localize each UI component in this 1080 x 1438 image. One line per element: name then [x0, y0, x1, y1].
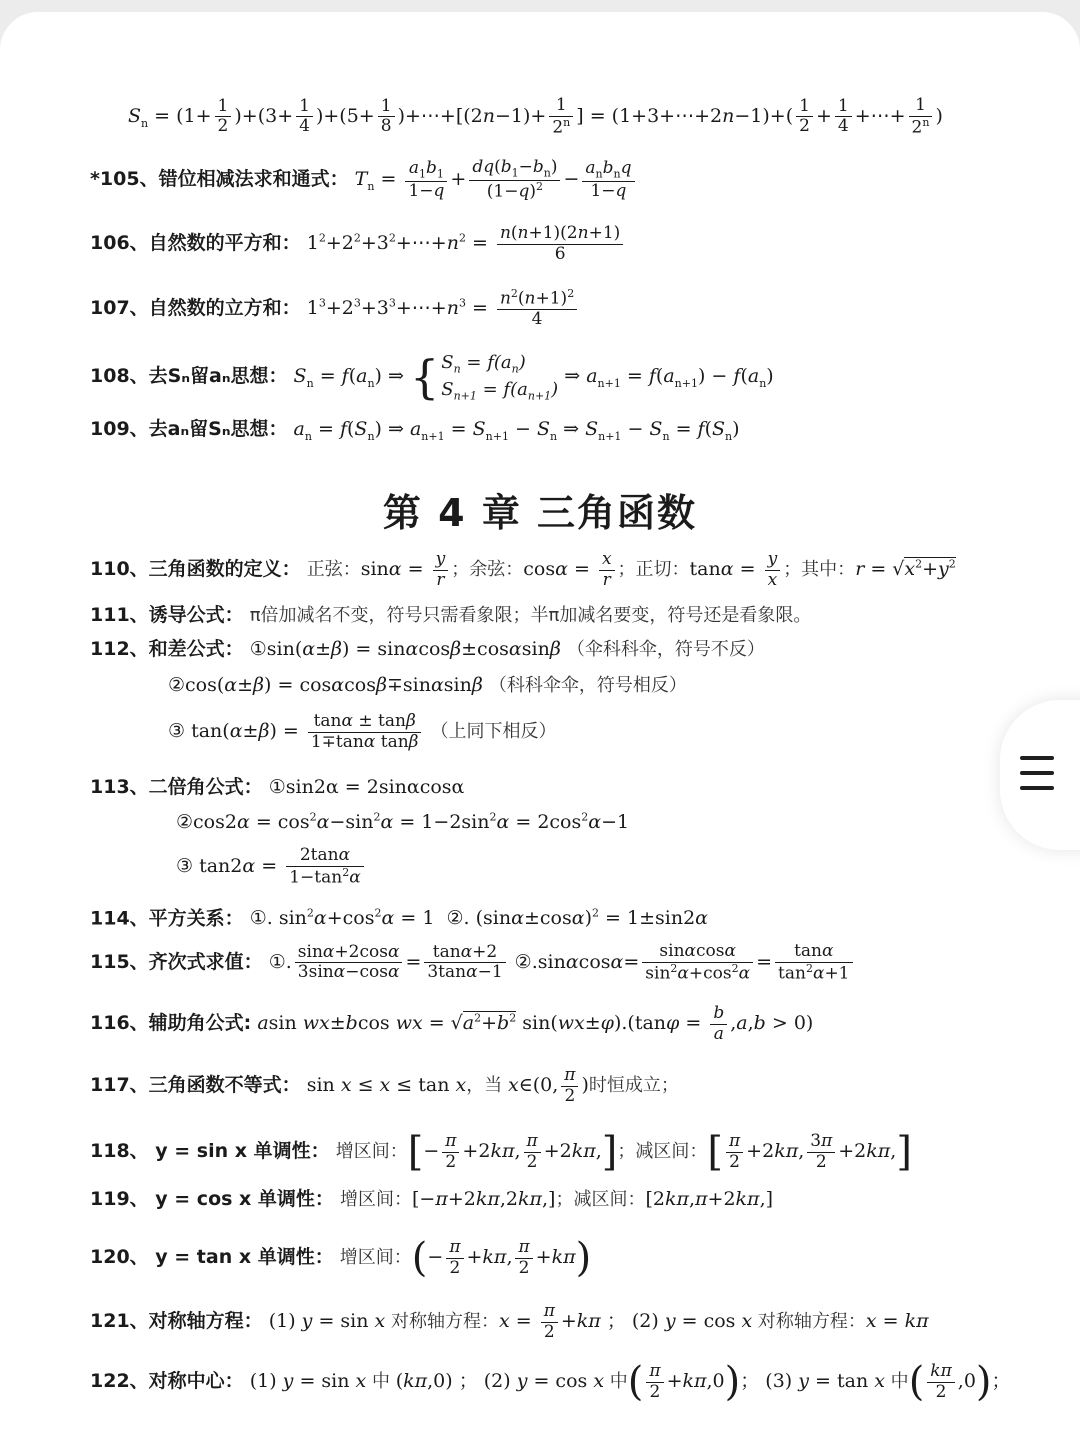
item-113-2: ②cos2α = $\cos^2\alpha-\sin^2\alpha = 1-2\sin^2\alpha = 2\cos^2\alpha-1$ [176, 811, 630, 834]
item-113-3: ③ tan2α = $\frac{2\tan\alpha}{1-\tan^2\alpha}$ [176, 846, 1080, 888]
item-label: *105、错位相减法求和通式： [90, 168, 349, 191]
item-122: 122、对称中心： (1) y = sin x 中 (kπ,0) ； (2) y = cos x 中( $\frac{\pi}{2}$ +kπ,0)； (3) y = tan x 中( $\frac{k\pi}{2}$ ,0)； [90, 1359, 1011, 1406]
formula-sn: $S_n = (1+$ $\frac{1}{2}$ )+(3+ $\frac{1}{4}$ )+(5+ $\frac{1}{8}$ )+⋯+[(2n−1)+ $\frac{1}{2^n}$ ] = (1+3+⋯+2n−1)+( $\frac{1}{2}$ + $\frac{1}{4}$ +⋯+ $\frac{1}{2^n}$ ) [128, 95, 943, 138]
item-120: 120、 y = tan x 单调性： 增区间：(− $\frac{\pi}{2}$ +kπ, $\frac{\pi}{2}$ +kπ) [90, 1235, 592, 1282]
note: （科科伞伞，符号相反） [488, 675, 687, 696]
document-page [0, 12, 1080, 1438]
item-label: 115、齐次式求值： [90, 950, 263, 973]
item-119: 119、 y = cos x 单调性： 增区间：[−π+2kπ,2kπ,]；减区间：[2kπ,π+2kπ,] [90, 1188, 774, 1210]
note: （上同下相反） [430, 721, 557, 743]
item-label: 114、平方关系： [90, 907, 244, 930]
item-label: 107、自然数的立方和： [90, 296, 301, 319]
note: （伞科科伞，符号不反） [566, 639, 765, 660]
item-112-3: ③ tan(α±β) = $\frac{\tan\alpha \pm \tan\beta}{\text{1∓tanα tanβ}}$ （上同下相反） [168, 711, 557, 752]
item-label: 113、二倍角公式： [90, 776, 263, 798]
item-106: 106、自然数的平方和： $1^2+2^2+3^2+\cdots+n^2$ = $\frac{n(n+1)(2n+1)}{6}$ [90, 224, 1080, 264]
item-115: 115、齐次式求值： ①. $\frac{\sin\alpha+2\cos\alpha}{3\sin\alpha-\cos\alpha}$ = $\frac{\tan\alpha+2}{3\tan\alpha-1}$ ②.sinαcosα= $\frac{\sin\alpha\cos\alpha}{\sin^2\alpha+\cos^2\alpha}$ = $\frac{\tan\alpha}{\tan^2\alpha+1}$ [90, 942, 1080, 984]
item-label: 116、辅助角公式: [90, 1012, 252, 1035]
item-label: 106、自然数的平方和： [90, 232, 301, 255]
item-label: 120、 y = tan x 单调性： [90, 1246, 334, 1269]
item-label: 108、去Sₙ留aₙ思想： [90, 364, 288, 387]
item-label: 119、 y = cos x 单调性： [90, 1188, 334, 1210]
item-label: 110、三角函数的定义： [90, 558, 301, 581]
item-label: 117、三角函数不等式： [90, 1074, 301, 1097]
item-107: 107、自然数的立方和： $1^3+2^3+3^3+\cdots+n^3$ = $\frac{n^2(n+1)^2}{4}$ [90, 288, 1080, 330]
item-text: π倍加减名不变，符号只需看象限；半π加减名要变，符号还是看象限。 [249, 605, 812, 626]
item-label: 112、和差公式： [90, 638, 244, 660]
item-112: 112、和差公式： ①sin(α±β) = sinαcosβ±cosαsinβ （伞科科伞，符号不反） [90, 638, 765, 660]
item-label: 118、 y = sin x 单调性： [90, 1140, 330, 1163]
item-109: 109、去aₙ留Sₙ思想： $a_n = f(S_n)$ ⇒ $a_{n+1} = S_{n+1} - S_n$ ⇒ $S_{n+1} - S_n = f(S_n)$ [90, 418, 740, 443]
item-105: *105、错位相减法求和通式： $T_n$ = $\frac{a_1b_1}{1-q}$ + $\frac{dq(b_1-b_n)}{(1-q)^2}$ − $\frac{a_nb_nq}{1-q}$ [90, 158, 1080, 202]
item-116: 116、辅助角公式: asin wx±bcos wx = $√a^2+b^2$ sin(wx±φ).(tanφ = $\frac{b}{a}$ ,a,b > 0) [90, 1003, 814, 1044]
item-114: 114、平方关系： ①. $\sin^2\alpha+\cos^2\alpha = 1$ ②. $(\sin\alpha\pm\cos\alpha)^2 = 1\pm\sin 2\alpha$ [90, 907, 709, 930]
item-117: 117、三角函数不等式： sin x ≤ x ≤ tan x，当 x∈(0, $\frac{\pi}{2}$ )时恒成立； [90, 1065, 679, 1106]
item-118: 118、 y = sin x 单调性： 增区间：[− $\frac{\pi}{2}$ +2kπ, $\frac{\pi}{2}$ +2kπ,]；减区间：[ $\frac{\pi}{2}$ +2kπ, $\frac{3\pi}{2}$ +2kπ,] [90, 1129, 912, 1176]
item-label: 122、对称中心： [90, 1370, 244, 1393]
chapter-title: 第 4 章 三角函数 [382, 491, 698, 535]
item-110: 110、三角函数的定义： 正弦：sinα = $\frac{y}{r}$ ；余弦：cosα = $\frac{x}{r}$ ；正切：tanα = $\frac{y}{x}$ ；其中：$r = √x^2+y^2$ [90, 549, 956, 590]
item-108: 108、去Sₙ留aₙ思想： $S_n = f(a_n)$ ⇒ { $S_n = f(a_n)$ $S_{n+1} = f(a_{n+1})$ ⇒ $a_{n+1} = f(a_{n+1}) - f(a_n)$ [90, 349, 774, 404]
item-111 [90, 606, 1080, 625]
item-121: 121、对称轴方程： (1) y = sin x 对称轴方程：x = $\frac{\pi}{2}$ +kπ ； (2) y = cos x 对称轴方程：x = kπ [90, 1301, 929, 1342]
hamburger-menu-icon[interactable] [1020, 756, 1054, 790]
item-label: 121、对称轴方程： [90, 1310, 263, 1333]
item-113 [90, 778, 1080, 797]
item-112-2: ②cos(α±β) = cosαcosβ∓sinαsinβ （科科伞伞，符号相反） [168, 674, 687, 696]
item-label: 111、诱导公式： [90, 604, 244, 626]
item-label: 109、去aₙ留Sₙ思想： [90, 418, 288, 440]
formula: ①sin2α = 2sinαcosα [268, 776, 465, 798]
